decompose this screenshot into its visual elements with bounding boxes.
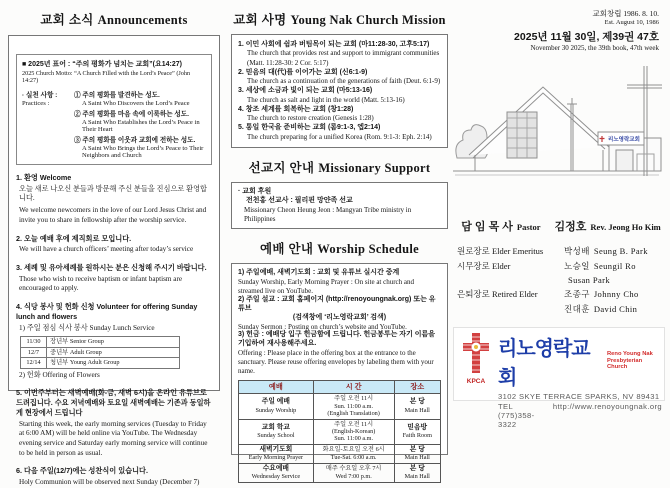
established-en: Est. August 10, 1986	[604, 19, 659, 26]
announcements-title	[8, 10, 220, 28]
table-row	[21, 358, 180, 368]
announcement-4-head: 4. 식당 봉사 및 헌화 신청 Volunteer for offering Sunday lunch and flowers	[16, 302, 198, 321]
worship-title	[231, 239, 448, 257]
missionary-title-en: Missionary Support	[318, 160, 431, 175]
church-building-sketch	[451, 58, 663, 186]
staff-name: 노승일 Seungil Ro	[564, 261, 636, 271]
table-row	[21, 347, 180, 357]
lunch-group: 청년부 Young Adult Group	[47, 358, 180, 368]
mission-item-ko: 4. 창조 세계를 회복하는 교회 (창1:28)	[238, 105, 354, 113]
table-row	[239, 419, 441, 444]
table-row	[21, 337, 180, 347]
practices-label-en: Practices :	[22, 100, 50, 107]
service-time: 화요일-토요일 오전 6시	[322, 446, 385, 454]
church-name-en: Reno Young Nak Presbyterian Church	[607, 351, 653, 371]
practice-2-ko: ② 주의 평화를 마음 속에 이룩하는 성도.	[74, 111, 189, 118]
service-time: (English Translation)	[327, 410, 380, 418]
church-sign-text: 리노영락교회	[608, 137, 640, 143]
practices-list	[22, 89, 206, 159]
missionary-title	[231, 158, 448, 176]
worship-box	[231, 263, 448, 481]
announcement-1-head: 1. 환영 Welcome	[16, 173, 72, 182]
service-time: Sun. 11:00 a.m.	[334, 402, 374, 410]
service-place-en: Main Hall	[404, 473, 430, 481]
service-place-en: Main Hall	[404, 406, 430, 414]
mission-item-en: The church preparing for a unified Korea (Rom. 9:1-3: Eph. 2:14)	[247, 132, 432, 141]
service-place-ko: 믿음방	[407, 423, 428, 431]
announcements-title-ko: 교회 소식	[40, 13, 94, 27]
staff-name: 박성배 Seung B. Park	[564, 246, 648, 256]
established-ko: 교회창립 1986. 8. 10.	[592, 9, 659, 18]
announcement-1-body-en: We welcome newcomers in the love of our Lord Jesus Christ and invite you to share in fellowship after the worship service.	[19, 206, 207, 224]
announcement-2-body-en: We will have a church officers’ meeting after today’s service	[19, 245, 194, 254]
service-name-ko: 새벽기도회	[259, 445, 293, 453]
announcement-6-head: 6. 다음 주일(12/7)에는 성찬식이 있습니다.	[16, 466, 148, 476]
schedule-header-time: 시 간	[313, 381, 394, 394]
staff-role	[457, 303, 564, 315]
service-time: Wed 7:00 p.m.	[335, 472, 372, 480]
worship-line: 2) 주일 설교 : 교회 홈페이지 (http://renoyoungnak.org) 또는 유튜브	[238, 295, 436, 312]
worship-title-ko: 예배 안내	[260, 241, 314, 256]
staff-role: 원로장로 Elder Emeritus	[457, 246, 544, 256]
service-name-ko: 수요예배	[262, 464, 289, 472]
service-place-ko: 본 당	[409, 445, 425, 453]
service-name-en: Early Morning Prayer	[248, 454, 304, 462]
worship-line: (검색창에 ‘리노영락교회’ 검색)	[292, 313, 387, 321]
church-website: http://www.renoyoungnak.org	[552, 402, 662, 411]
announcement-2-head: 2. 오늘 예배 후에 제직회로 모입니다.	[16, 233, 132, 243]
info-column	[451, 0, 665, 429]
kpca-emblem	[458, 332, 494, 398]
staff-role: 은퇴장로 Retired Elder	[457, 289, 538, 299]
service-time: 주일 오전 11시	[334, 420, 374, 428]
worship-title-en: Worship Schedule	[317, 241, 419, 256]
worship-line: Sunday Sermon : Posting on church’s website and YouTube.	[238, 322, 407, 331]
church-contact	[498, 402, 662, 429]
mission-item-ko: 3. 세상에 소금과 빛이 되는 교회 (마5:13-16)	[238, 87, 373, 95]
issue-date-ko: 2025년 11월 30일, 제39권 47호	[514, 31, 659, 43]
worship-schedule-table	[238, 380, 441, 482]
staff-section	[451, 217, 665, 315]
service-name-ko: 교회 학교	[261, 423, 290, 431]
pastor-role-ko: 담 임 목 사	[461, 221, 513, 233]
mission-item-ko: 5. 통일 한국을 준비하는 교회 (롬9:1-3, 엡2:14)	[238, 124, 381, 132]
pastor-name-en: Rev. Jeong Ho Kim	[590, 222, 661, 232]
motto-sub: 2025 Church Motto: “A Church Filled with the Lord’s Peace” (John 14:27)	[22, 70, 191, 84]
table-row	[239, 463, 441, 482]
worship-line: 1) 주일예배, 새벽기도회 : 교회 및 유튜브 실시간 중계	[238, 268, 400, 276]
schedule-header-row	[239, 381, 441, 394]
service-time: Tue-Sat. 6:00 a.m.	[330, 453, 377, 461]
missionary-support-label: · 교회 후원	[238, 187, 272, 195]
mission-title-ko: 교회 사명	[233, 13, 287, 27]
mission-item-en: The church that provides rest and support to immigrant communities (Matt. 11:28-30: 2 Cor. 5:17)	[247, 49, 440, 67]
kpca-label: KPCA	[466, 378, 486, 385]
issue-date-en: November 30 2025, the 39th book, 47th week	[530, 44, 659, 52]
schedule-header-place: 장소	[394, 381, 440, 394]
kpca-cross-icon	[461, 332, 491, 384]
motto-head: ■ 2025년 표어 : “주의 평화가 넘치는 교회”(요14:27)	[22, 61, 182, 68]
missionary-name-ko: 전천홍 선교사 : 필리핀 망얀족 선교	[246, 197, 353, 205]
missionary-name-en: Missionary Cheon Heung Jeon : Mangyan Tribe ministry in Philippines	[244, 205, 412, 223]
mission-item-ko: 1. 이민 사회에 쉼과 버팀목이 되는 교회 (마11:28-30, 고후5:17)	[238, 41, 430, 48]
church-name-ko: 리노영락교회	[498, 338, 590, 389]
service-place-en: Main Hall	[404, 454, 430, 462]
announcement-5-body-en: Starting this week, the early morning services (Tuesday to Friday at 6:00 AM) will be held online via YouTube. The Wednesday evening service and Saturday early morning service will continue to be held in person as usual.	[19, 419, 208, 457]
announcement-4-sub1: 1) 주일 점심 식사 봉사 Sunday Lunch Service	[19, 323, 155, 332]
service-place-en: Faith Room	[402, 432, 432, 440]
practice-2-en: A Saint Who Establishes the Lord’s Peace in Their Heart	[82, 119, 200, 133]
lunch-group: 중년부 Adult Group	[47, 347, 180, 357]
mission-column	[231, 0, 448, 481]
announcement-1-body-ko: 오늘 새로 나오신 분들과 방문해 주신 분들을 진심으로 환영합니다.	[19, 184, 207, 203]
service-time: Sun. 11:00 a.m.	[334, 435, 374, 443]
worship-line: 3) 헌금 : 예배당 입구 헌금함에 드립니다. 헌금봉투는 자기 이름을 기입하여 재사용해주세요.	[238, 331, 436, 348]
announcements-column	[8, 0, 220, 487]
pastor-name-ko: 김정호	[554, 221, 587, 233]
lunch-date: 12/7	[21, 347, 47, 357]
table-row	[239, 394, 441, 419]
service-time: (English-Korean)	[331, 428, 376, 435]
table-row	[239, 444, 441, 463]
logo-text-block	[494, 332, 662, 429]
service-name-ko: 주일 예배	[261, 398, 290, 406]
announcement-5-head: 5. 이번주부터는 새벽예배(화-금, 새벽 6시)을 온라인 유튜브로 드려집니다. 수요 저녁예배와 토요일 새벽예배는 기존과 동일하게 현장에서 드립니다	[16, 388, 211, 417]
staff-name: 진대훈 David Chin	[564, 304, 638, 314]
practice-3-en: A Saint Who Brings the Lord’s Peace to Their Neighbors and Church	[82, 145, 204, 159]
announcement-3-head: 3. 세례 및 유아세례를 원하시는 분은 신청해 주시기 바랍니다.	[16, 263, 207, 273]
missionary-title-ko: 선교지 안내	[248, 160, 315, 175]
practice-1-ko: ① 주의 평화를 발견하는 성도.	[74, 92, 160, 99]
church-tel: TEL (775)358-3322	[498, 402, 535, 429]
mission-item-en: The church as salt and light in the world (Matt. 5:13-16)	[247, 95, 405, 104]
motto-box	[16, 54, 212, 165]
mission-item-en: The church as a continuation of the generations of faith (Deut. 6:1-9)	[247, 77, 441, 86]
mission-title	[231, 10, 448, 28]
announcement-3-body-en: Those who wish to receive baptism or infant baptism are encouraged to apply.	[19, 274, 183, 293]
church-address: 3102 SKYE TERRACE SPARKS, NV 89431	[498, 392, 660, 401]
mission-item-ko: 2. 믿음의 대(代)를 이어가는 교회 (신6:1-9)	[238, 68, 368, 76]
announcement-4-sub2: 2) 헌화 Offering of Flowers	[19, 370, 100, 379]
service-name-en: Wednesday Service	[251, 473, 301, 481]
missionary-box	[231, 182, 448, 229]
church-name-row	[498, 332, 662, 390]
mission-item-en: The church to restore creation (Genesis 1:28)	[247, 114, 374, 123]
staff-list	[457, 245, 665, 315]
service-name-en: Sunday School	[257, 432, 295, 440]
announcement-6-body-en: Holy Communion will be observed next Sunday (December 7)	[19, 478, 200, 487]
service-place-ko: 본 당	[409, 464, 425, 472]
church-logo-strip	[453, 327, 665, 429]
lunch-date: 11/30	[21, 337, 47, 347]
announcements-box	[8, 35, 220, 487]
service-place-ko: 본 당	[409, 398, 425, 406]
service-time: 매주 수요일 오후 7시	[325, 465, 382, 473]
practice-3-ko: ③ 주의 평화를 이웃과 교회에 전하는 성도.	[74, 137, 196, 144]
lunch-service-table	[20, 336, 180, 368]
lunch-date: 12/14	[21, 358, 47, 368]
announcements-title-en: Announcements	[97, 13, 188, 27]
worship-line: Offering : Please place in the offering box at the entrance to the sanctuary. Please reuse offering envelopes by labeling them with your name.	[238, 349, 434, 376]
schedule-header-service: 예배	[239, 381, 314, 394]
mission-box	[231, 34, 448, 148]
worship-line: Sunday Worship, Early Morning Prayer : On site at church and streamed live on YouTube.	[238, 277, 415, 295]
staff-name: 조종구 Johnny Cho	[564, 289, 639, 299]
staff-role	[457, 275, 564, 285]
staff-name: Susan Park	[568, 275, 611, 285]
practice-1-en: A Saint Who Discovers the Lord’s Peace	[82, 100, 190, 107]
lunch-group: 장년부 Senior Group	[47, 337, 180, 347]
mission-title-en: Young Nak Church Mission	[290, 13, 446, 27]
service-time: 주일 오전 11시	[334, 395, 374, 403]
staff-role: 시무장로 Elder	[457, 261, 511, 271]
masthead	[451, 0, 665, 52]
service-name-en: Sunday Worship	[255, 406, 297, 414]
practices-label-ko: · 실천 사항 :	[22, 92, 58, 99]
pastor-line	[457, 217, 665, 235]
pastor-role-en: Pastor	[516, 222, 541, 232]
